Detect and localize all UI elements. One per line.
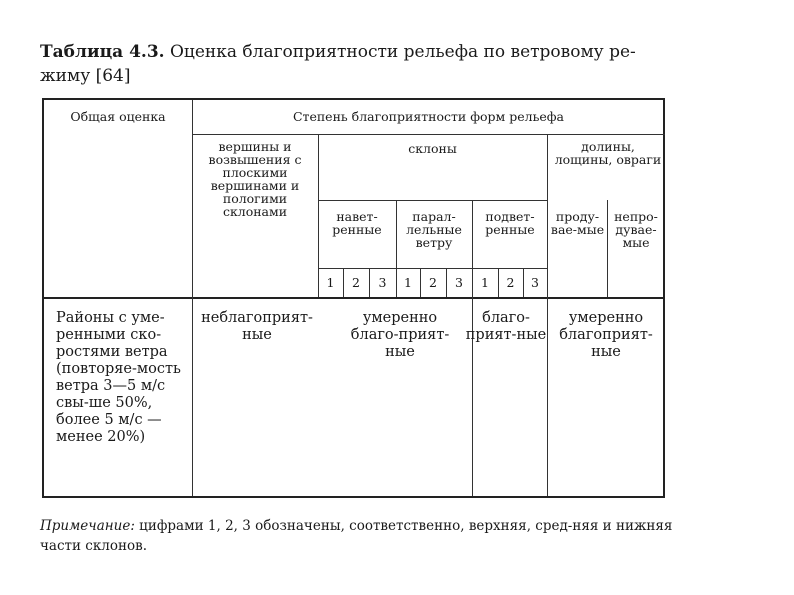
line-under-slope-types [318,268,547,269]
head-windward: навет-ренные [332,209,382,237]
head-general: Общая оценка [70,109,166,124]
table-note [40,516,680,556]
relief-wind-table [42,98,665,498]
num-4: 1 [404,275,412,290]
head-summits: вершины и возвышения с плоскими вершинами и пологими склонами [208,139,302,219]
head-not-blown: непро-дувае-мые [614,209,658,250]
head-slopes: склоны [408,141,457,156]
head-leeward: подвет-ренные [485,209,535,237]
value-moderate-2: умеренно благоприят-ные [559,310,653,360]
num-7: 1 [481,275,489,290]
line-under-degree [192,134,665,135]
num-3: 3 [378,275,387,290]
value-unfavorable: неблагоприят-ные [201,310,313,343]
note-label: Примечание: [40,518,135,534]
num-1: 1 [326,275,335,290]
head-parallel: парал-лельные ветру [406,209,462,250]
region-description: Районы с уме-ренными ско-ростями ветра (повторяе-мость ветра 3—5 м/с свы-ше 50%, более 5 м/с — менее 20%) [56,310,181,445]
num-6: 3 [455,275,463,290]
col-summits-border [318,134,319,297]
value-moderate-1: умеренно благо-прият-ные [350,310,450,360]
value-favorable: благо-прият-ные [465,310,547,343]
num-9: 3 [531,275,539,290]
line-under-slopes [318,200,547,201]
num-5: 2 [429,275,437,290]
head-degree: Степень благоприятности форм рельефа [292,109,565,124]
col-parallel-border [472,200,473,496]
caption-text: Оценка благоприятности рельефа по ветровому ре-жиму [64] [40,42,636,86]
note-text: цифрами 1, 2, 3 обозначены, соответственно, верхняя, сред-няя и нижняя части склонов. [40,518,673,554]
line-under-header [44,297,663,299]
caption-label: Таблица 4.3. [40,42,165,62]
table-caption [40,40,680,88]
head-blown: проду-вае-мые [550,209,605,237]
num-8: 2 [506,275,515,290]
col-valleys-split [607,200,608,297]
col-general-border [192,100,193,496]
head-valleys: долины, лощины, овраги [554,139,662,167]
num-2: 2 [352,275,360,290]
